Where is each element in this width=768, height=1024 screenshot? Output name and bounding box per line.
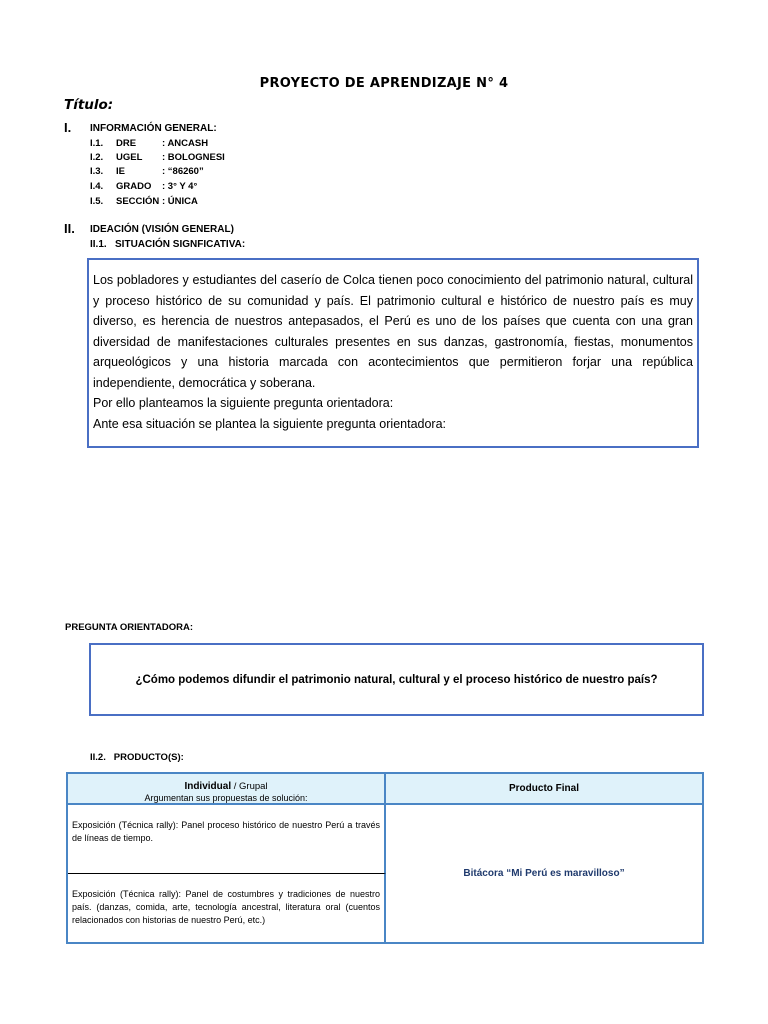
situacion-subheading: II.1. SITUACIÓN SIGNFICATIVA: [90, 239, 246, 250]
pregunta-label: PREGUNTA ORIENTADORA: [65, 622, 194, 633]
situacion-line: Ante esa situación se plantea la siguiente pregunta orientadora: [93, 416, 447, 431]
producto-label: II.2. PRODUCTO(S): [90, 752, 184, 763]
pregunta-box [89, 643, 704, 716]
info-row-value: : ÚNICA [162, 196, 198, 207]
section-2-heading: IDEACIÓN (VISIÓN GENERAL) [90, 224, 234, 235]
section-1-heading: INFORMACIÓN GENERAL: [90, 123, 217, 134]
info-row-label: DRE [116, 138, 137, 149]
situacion-paragraph: Los pobladores y estudiantes del caserío de Colca tienen poco conocimiento del patrimonio natural, cultural y proceso histórico de su comunidad y país. El patrimonio cultural e histórico de nuestro país es muy diverso, es herencia de nuestros antepasados, el Perú es uno de los países que cuenta con una gran diversidad de manifestaciones culturales presentes en sus danzas, gastronomía, fiestas, monumentos arqueológicos y una historia marcada con acontecimientos que permitieron forjar una república independiente, democrática y soberana. [93, 273, 693, 390]
section-1-number: I. [64, 120, 72, 135]
header-individual: Individual [184, 781, 232, 792]
title-label: Título: [64, 97, 114, 113]
header-individual-grupal [68, 774, 386, 805]
table-row: Exposición (Técnica rally): Panel proceso histórico de nuestro Perú a través de líneas de tiempo. [68, 805, 386, 874]
info-row-label: IE [116, 166, 125, 177]
table-row: Exposición (Técnica rally): Panel de costumbres y tradiciones de nuestro país. (danzas, comida, arte, tecnología ancestral, literatura oral (cuentos relacionados con historias de nuestro Perú, etc.) [68, 874, 386, 942]
producto-table [66, 772, 704, 944]
info-row-number: I.1. [90, 138, 104, 149]
info-row-value: : ANCASH [162, 138, 209, 149]
info-row-label: GRADO [116, 181, 152, 192]
info-row-value: : 3° Y 4° [162, 181, 198, 192]
info-row-number: I.2. [90, 152, 104, 163]
document-title: PROYECTO DE APRENDIZAJE N° 4 [259, 76, 509, 91]
header-grupal: / Grupal [231, 781, 268, 792]
info-row-label: UGEL [116, 152, 143, 163]
producto-final-cell [386, 805, 702, 942]
producto-final-text: Bitácora “Mi Perú es maravilloso” [463, 868, 625, 879]
pregunta-text: ¿Cómo podemos difundir el patrimonio natural, cultural y el proceso histórico de nuestro país? [135, 673, 658, 686]
situacion-line: Por ello planteamos la siguiente pregunta orientadora: [93, 396, 394, 410]
info-row-number: I.4. [90, 181, 104, 192]
info-row-label: SECCIÓN [116, 196, 160, 207]
info-row-number: I.5. [90, 196, 104, 207]
info-row-value: : “86260” [162, 166, 204, 177]
situacion-box [87, 258, 699, 448]
info-row-value: : BOLOGNESI [162, 152, 225, 163]
header-producto-final [386, 774, 702, 805]
info-row-number: I.3. [90, 166, 104, 177]
header-producto-final-label: Producto Final [509, 783, 579, 794]
section-2-number: II. [64, 221, 75, 236]
header-argumentan: Argumentan sus propuestas de solución: [144, 793, 308, 803]
